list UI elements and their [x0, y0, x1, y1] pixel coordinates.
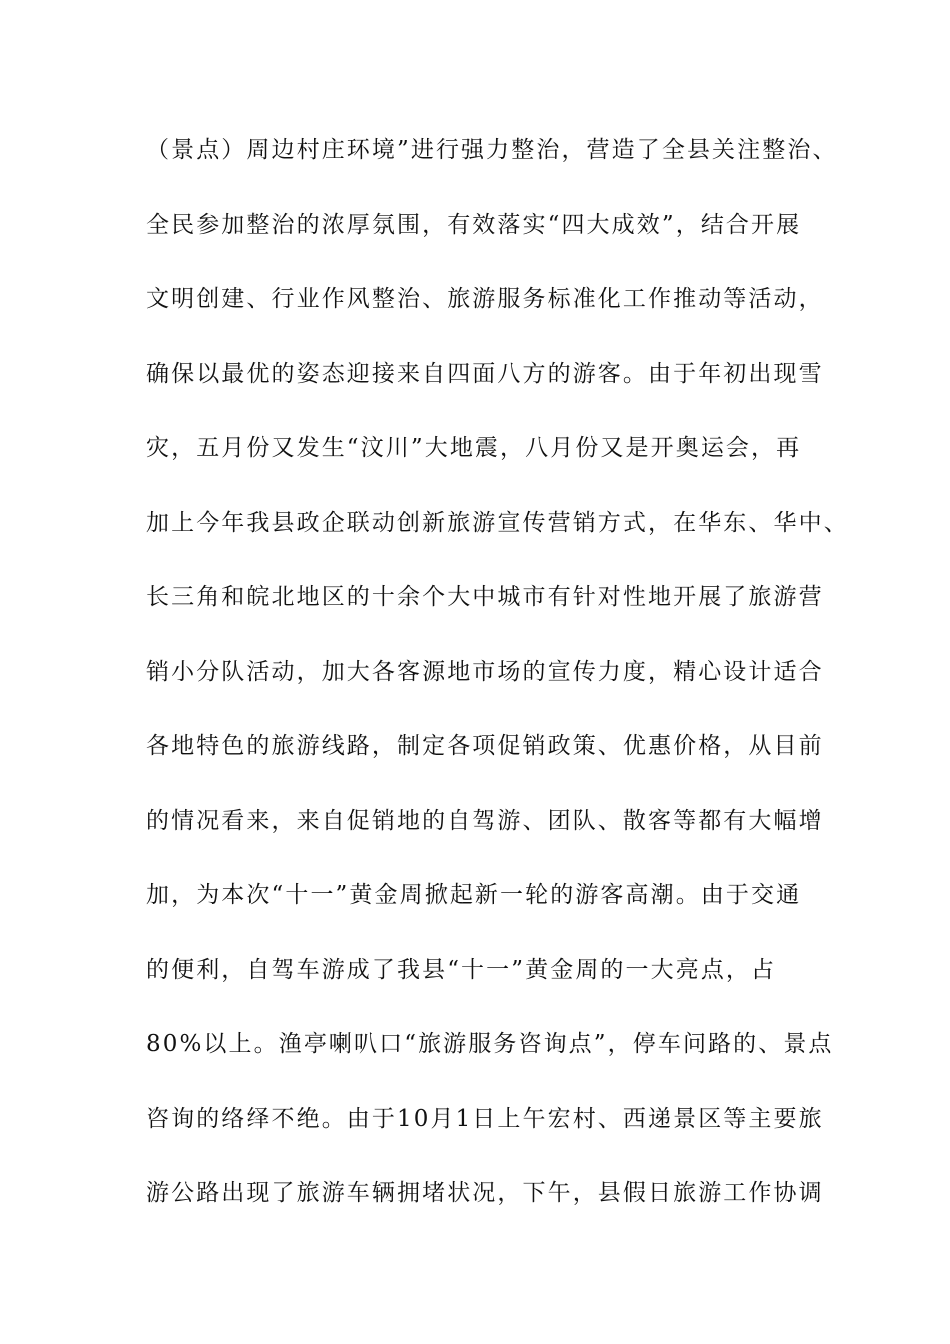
text-line: 的情况看来，来自促销地的自驾游、团队、散客等都有大幅增 — [146, 807, 824, 834]
text-line: （景点）周边村庄环境”进行强力整治，营造了全县关注整治、 — [146, 137, 838, 163]
text-line: 加，为本次“十一”黄金周掀起新一轮的游客高潮。由于交通 — [146, 882, 802, 908]
body-paragraph — [146, 128, 849, 1246]
text-line: 全民参加整治的浓厚氛围，有效落实“四大成效”，结合开展 — [146, 211, 802, 238]
text-line: 文明创建、行业作风整治、旅游服务标准化工作推动等活动， — [146, 286, 824, 312]
text-line: 咨询的络绎不绝。由于10月1日上午宏村、西递景区等主要旅 — [146, 1105, 824, 1132]
text-line: 80%以上。渔亭喇叭口“旅游服务咨询点”，停车问路的、景点 — [146, 1031, 834, 1057]
text-line: 的便利，自驾车游成了我县“十一”黄金周的一大亮点，占 — [146, 956, 777, 983]
text-line: 加上今年我县政企联动创新旅游宣传营销方式，在华东、华中、 — [146, 509, 849, 536]
text-line: 灾，五月份又发生“汶川”大地震，八月份又是开奥运会，再 — [146, 435, 802, 461]
text-line: 长三角和皖北地区的十余个大中城市有针对性地开展了旅游营 — [146, 584, 824, 610]
text-line: 确保以最优的姿态迎接来自四面八方的游客。由于年初出现雪 — [146, 360, 824, 387]
text-line: 销小分队活动，加大各客源地市场的宣传力度，精心设计适合 — [146, 658, 824, 685]
text-line: 各地特色的旅游线路，制定各项促销政策、优惠价格，从目前 — [146, 733, 824, 759]
text-line: 游公路出现了旅游车辆拥堵状况，下午，县假日旅游工作协调 — [146, 1180, 824, 1206]
